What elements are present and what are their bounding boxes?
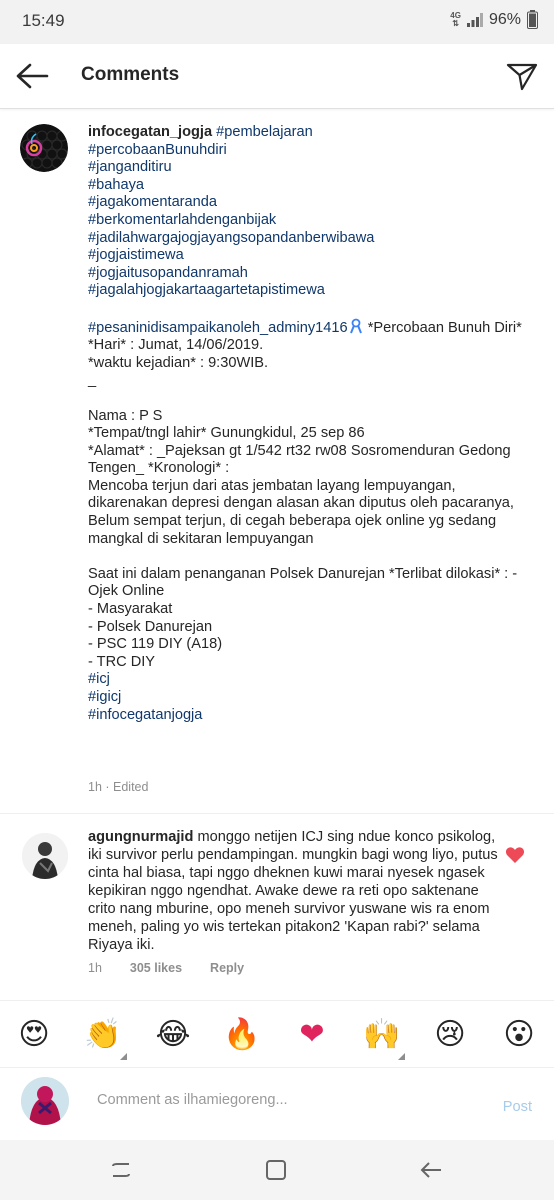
comment-text [88,828,510,954]
network-type-label: 4G [450,10,461,20]
clapping-hands-emoji[interactable]: 👏 [84,1017,122,1052]
my-avatar-image [21,1077,69,1125]
skin-tone-indicator-icon [398,1053,405,1060]
page-title: Comments [81,64,180,85]
top-app-bar [0,44,554,109]
comment-input[interactable]: Comment as ilhamiegoreng... [97,1092,288,1108]
divider [0,813,554,814]
hashtag[interactable]: #janganditiru [88,159,172,176]
hashtag[interactable]: #igicj [88,689,122,705]
my-avatar [21,1077,69,1125]
comment-likes[interactable]: 305 likes [129,961,183,975]
battery-icon [527,10,538,29]
caption-headline: *Percobaan Bunuh Diri* [363,319,522,336]
poster-avatar[interactable] [20,124,68,172]
ribbon-icon [348,318,364,334]
liked-heart-icon[interactable] [505,846,525,864]
signal-icon [467,13,483,27]
caption-text [88,124,538,724]
status-bar [0,0,554,44]
caption-body: *Hari* : Jumat, 14/06/2019. *waktu kejadian* : 9:30WIB. _ Nama : P S *Tempat/tngl lahir* Gunungkidul, 25 sep 86 *Alamat* : _Pajeksan gt 1/542 rt32 rw08 Sosromenduran Gedong Tengen_ *Kronologi* : Mencoba terjun dari atas jembatan layang lempuyangan, dikarenakan depresi dengan alasan akan diputus oleh pacaranya, Belum sempat terjun, di cegah beberapa ojek online yg sedang mangkal di sekitaran lempuyangan Saat ini dalam penanganan Polsek Danurejan *Terlibat dilokasi* : - Ojek Online - Masyarakat - Polsek Danurejan - PSC 119 DIY (A18) - TRC DIY [88,337,518,670]
skin-tone-indicator-icon [120,1053,127,1060]
heart-eyes-emoji[interactable]: 😍 [18,1017,50,1052]
comment-time: 1h [88,961,102,975]
admin-hashtag[interactable]: #pesaninidisampaikanoleh_adminy1416 [88,319,348,336]
hashtag[interactable]: #jogjaistimewa [88,247,184,264]
poster-username[interactable]: infocegatan_jogja [88,124,213,140]
tears-of-joy-emoji[interactable]: 😂 [155,1017,191,1052]
recent-apps-icon[interactable] [109,1158,133,1182]
poster-avatar-image [20,124,68,172]
post-button[interactable]: Post [502,1099,532,1115]
caption-meta: 1h · Edited [88,780,149,794]
home-icon[interactable] [264,1158,288,1182]
hashtag[interactable]: #pembelajaran [216,124,313,140]
hashtag[interactable]: #jagalahjogjakartaagartetapistimewa [88,282,325,299]
commenter-username[interactable]: agungnurmajid [88,829,194,845]
comment-composer [0,1068,554,1134]
astonished-face-emoji[interactable]: 😮 [503,1017,535,1052]
hashtag[interactable]: #infocegatanjogja [88,706,203,723]
fire-emoji[interactable]: 🔥 [223,1017,261,1052]
back-nav-icon[interactable] [419,1158,443,1182]
status-time: 15:49 [22,11,65,30]
hashtag[interactable]: #percobaanBunuhdiri [88,141,227,158]
red-heart-emoji[interactable]: ❤ [299,1017,325,1052]
crying-face-emoji[interactable]: 😢 [434,1017,466,1052]
system-navigation-bar [0,1140,554,1200]
status-icons [450,10,538,29]
direct-send-icon[interactable] [506,60,538,92]
network-type-icon: 4G ⇅ [450,10,461,28]
comment-body: monggo netijen ICJ sing ndue konco psikolog, iki survivor perlu pendampingan. mungkin bagi wong liyo, putus cinta hal biasa, tapi nggo dheknen kuwi marai nyesek ngasek kepikiran nggo ngendhat. Awake dewe ra reti opo saktenane crito nang mburine, opo meneh survivor yuswane wis ra enom meneh, paling yo wis tertekan pitakon2 'Kapan rabi?' selama Riyaya iki. [88,829,498,953]
battery-percent: 96% [488,10,521,28]
reply-button[interactable]: Reply [210,961,245,975]
hashtag[interactable]: #bahaya [88,176,144,193]
hashtag[interactable]: #icj [88,671,110,688]
hashtag[interactable]: #berkomentarlahdenganbijak [88,211,277,228]
raising-hands-emoji[interactable]: 🙌 [363,1017,401,1052]
back-arrow-icon[interactable] [14,62,50,90]
commenter-avatar-image [22,833,68,879]
emoji-quick-bar [0,1000,554,1068]
hashtag[interactable]: #jogjaitusopandanramah [88,264,248,281]
commenter-avatar[interactable] [22,833,68,879]
hashtag[interactable]: #jagakomentaranda [88,194,218,211]
hashtag[interactable]: #jadilahwargajogjayangsopandanberwibawa [88,229,375,246]
comment-meta [88,961,244,975]
